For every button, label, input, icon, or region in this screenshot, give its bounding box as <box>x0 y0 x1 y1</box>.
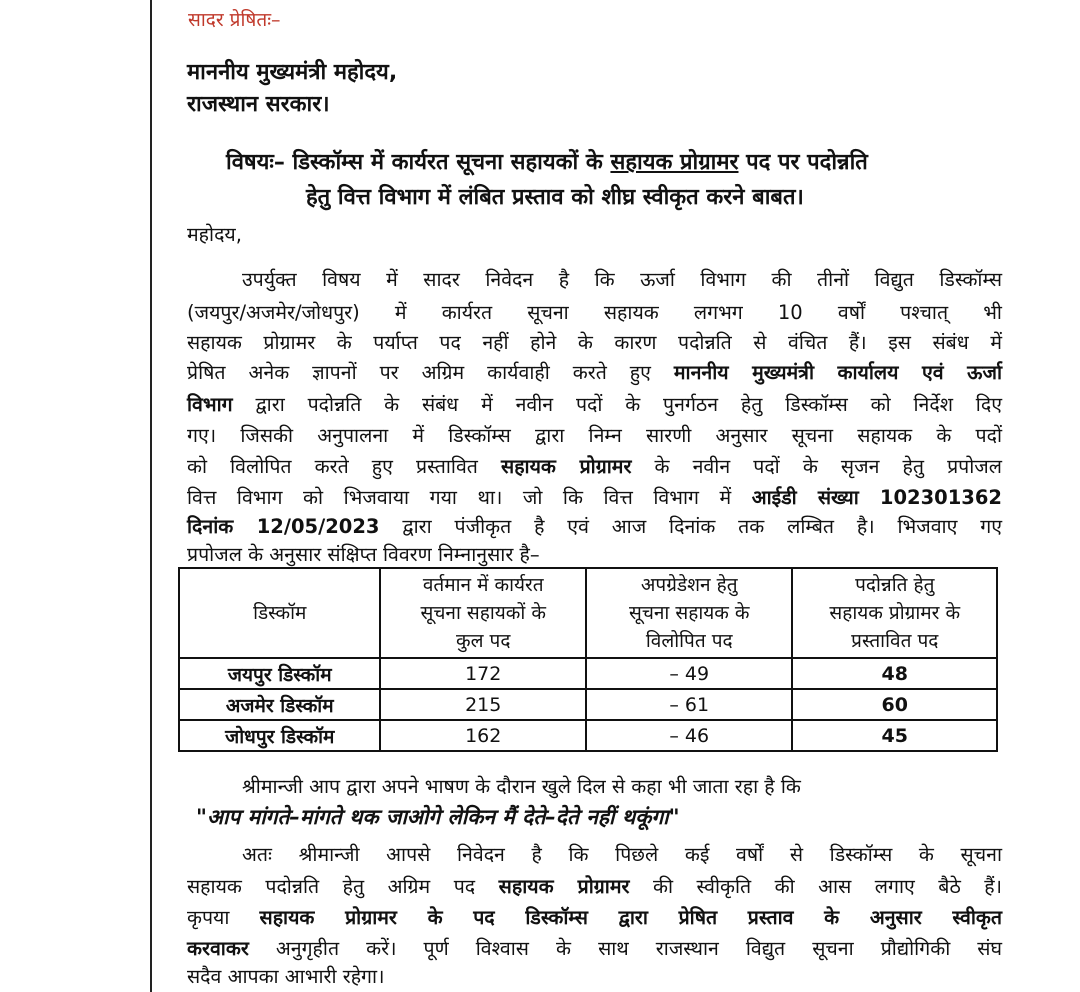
row-deleted: – 49 <box>586 658 793 689</box>
body-line-8a: वित्त विभाग को भिजवाया गया था। जो कि वित्त विभाग में <box>187 486 732 509</box>
body-line-6: गए। जिसकी अनुपालना में डिस्कॉम्स द्वारा निम्न सारणी अनुसार सूचना सहायक के पदों <box>187 424 1002 447</box>
body-line-7c: के नवीन पदों के सृजन हेतु प्रपोजल <box>654 455 1002 478</box>
closing-line-2c: की स्वीकृति की आस लगाए बैठे हैं। <box>652 875 1003 898</box>
row-discom-name: जोधपुर डिस्कॉम <box>179 720 380 751</box>
body-line-4b: माननीय मुख्यमंत्री कार्यालय एवं ऊर्जा <box>673 361 1002 384</box>
salutation: महोदय, <box>187 223 242 246</box>
closing-line-4b: अनुगृहीत करें। पूर्ण विश्वास के साथ राजस्थान विद्युत सूचना प्रौद्योगिकी संघ <box>275 937 1002 960</box>
row-discom-name: अजमेर डिस्कॉम <box>179 689 380 720</box>
table-row <box>179 689 997 720</box>
subject-line1 <box>226 146 868 176</box>
closing-line-3b: सहायक प्रोग्रामर के पद डिस्कॉम्स द्वारा प्रेषित प्रस्ताव के अनुसार स्वीकृत <box>259 906 1002 929</box>
body-line-5a: विभाग <box>187 393 233 416</box>
header-discom: डिस्कॉम <box>179 568 380 658</box>
subject-text-b: पद पर पदोन्नति <box>746 150 868 175</box>
row-deleted: – 46 <box>586 720 793 751</box>
closing-line-3 <box>187 903 1002 930</box>
body-line-8 <box>187 483 1002 510</box>
table-header-row <box>179 568 997 658</box>
row-proposed: 45 <box>792 720 997 751</box>
header-current-posts: वर्तमान में कार्यरत सूचना सहायकों के कुल पद <box>380 568 585 658</box>
body-line-7 <box>187 452 1002 479</box>
closing-line-3a: कृपया <box>187 906 230 929</box>
body-line-9b: द्वारा पंजीकृत है एवं आज दिनांक तक लम्बित है। भिजवाए गए <box>402 515 1002 538</box>
closing-line-4a: करवाकर <box>187 937 249 960</box>
subject-line2: हेतु वित्त विभाग में लंबित प्रस्ताव को शीघ्र स्वीकृत करने बाबत। <box>306 185 804 210</box>
sent-by-heading: सादर प्रेषितः– <box>188 9 281 31</box>
header-proposed-posts: पदोन्नति हेतु सहायक प्रोग्रामर के प्रस्तावित पद <box>792 568 997 658</box>
addressee-line2: राजस्थान सरकार। <box>187 92 330 117</box>
closing-line-5: सदैव आपका आभारी रहेगा। <box>187 965 385 988</box>
row-current: 162 <box>380 720 585 751</box>
table-row <box>179 720 997 751</box>
body-line-3: सहायक प्रोग्रामर के पर्याप्त पद नहीं होने के कारण पदोन्नति से वंचित हैं। इस संबंध में <box>187 331 1002 354</box>
body-line-9a: दिनांक 12/05/2023 <box>187 515 380 538</box>
posts-table <box>178 567 998 752</box>
body-line-5b: द्वारा पदोन्नति के संबंध में नवीन पदों के पुनर्गठन हेतु डिस्कॉम्स को निर्देश दिए <box>255 393 1002 416</box>
body-line-8b: आईडी संख्या 102301362 <box>751 486 1002 509</box>
subject-underlined: सहायक प्रोग्रामर <box>610 150 739 175</box>
body-line-2: (जयपुर/अजमेर/जोधपुर) में कार्यरत सूचना सहायक लगभग 10 वर्षों पश्चात् भी <box>187 301 1002 324</box>
subject-text-a: डिस्कॉम्स में कार्यरत सूचना सहायकों के <box>292 150 603 175</box>
closing-para-1: श्रीमान्जी आप द्वारा अपने भाषण के दौरान खुले दिल से कहा भी जाता रहा है कि <box>242 775 801 798</box>
header-deleted-posts: अपग्रेडेशन हेतु सूचना सहायक के विलोपित पद <box>586 568 793 658</box>
row-proposed: 60 <box>792 689 997 720</box>
body-line-5 <box>187 390 1002 417</box>
table-row <box>179 658 997 689</box>
body-line-4a: प्रेषित अनेक ज्ञापनों पर अग्रिम कार्यवाही करते हुए <box>187 361 651 384</box>
body-line-1: उपर्युक्त विषय में सादर निवेदन है कि ऊर्जा विभाग की तीनों विद्युत डिस्कॉम्स <box>242 268 1002 291</box>
closing-line-2b: सहायक प्रोग्रामर <box>498 875 630 898</box>
body-line-9 <box>187 512 1002 539</box>
row-deleted: – 61 <box>586 689 793 720</box>
margin-line <box>150 0 152 992</box>
body-line-7a: को विलोपित करते हुए प्रस्तावित <box>187 455 478 478</box>
body-line-7b: सहायक प्रोग्रामर <box>501 455 632 478</box>
closing-line-1: अतः श्रीमान्जी आपसे निवेदन है कि पिछले कई वर्षों से डिस्कॉम्स के सूचना <box>242 843 1002 866</box>
row-discom-name: जयपुर डिस्कॉम <box>179 658 380 689</box>
closing-line-2 <box>187 872 1002 899</box>
addressee-line1: माननीय मुख्यमंत्री महोदय, <box>187 60 398 85</box>
row-current: 215 <box>380 689 585 720</box>
closing-line-2a: सहायक पदोन्नति हेतु अग्रिम पद <box>187 875 476 898</box>
body-line-4 <box>187 358 1002 385</box>
subject-label: विषयः– <box>226 150 285 175</box>
body-line-10: प्रपोजल के अनुसार संक्षिप्त विवरण निम्नानुसार है– <box>187 543 540 566</box>
quote: "आप मांगते–मांगते थक जाओगे लेकिन मैं देते–देते नहीं थकूंगा" <box>196 805 680 829</box>
closing-line-4 <box>187 934 1002 961</box>
row-current: 172 <box>380 658 585 689</box>
row-proposed: 48 <box>792 658 997 689</box>
